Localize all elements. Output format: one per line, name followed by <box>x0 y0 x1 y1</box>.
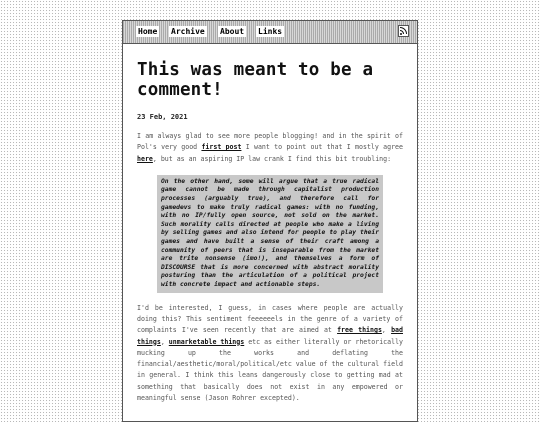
nav-archive-link[interactable]: Archive <box>171 27 205 36</box>
top-nav <box>123 21 417 44</box>
nav-about-link[interactable]: About <box>220 27 245 36</box>
here-link[interactable]: here <box>137 154 153 163</box>
paragraph-intro <box>137 131 403 165</box>
separator: , <box>160 337 169 346</box>
paragraph-text: I want to point out that I mostly agree <box>241 143 403 152</box>
paragraph-text: , but as an aspiring IP law crank I find this bit troubling: <box>152 154 392 163</box>
paragraph-text: I'd be interested, I guess, in cases where people are actually doing this? This sentiment feeeeeels in the genre of a variety of complaints I've seen recently that are aimed at <box>137 303 403 335</box>
paragraph-response <box>137 303 403 405</box>
nav-links-link[interactable]: Links <box>258 27 283 36</box>
rss-icon[interactable] <box>398 25 409 37</box>
free-things-link[interactable]: free things <box>337 326 382 335</box>
nav-home-link[interactable]: Home <box>138 27 158 36</box>
paragraph-text: etc as either literally or rhetorically mucking up the works and deflating the financial/aesthetic/moral/political/etc value of the cultural field in general. I think this leans dangerously close to getting mad at something that basically does not exist in any empowered or meaningful sense (Jason Rohrer excepted). <box>137 337 404 402</box>
quoted-passage: On the other hand, some will argue that a true radical game cannot be made through capitalist production processes (arguably true), and therefore call for gamedevs to make truly radical games: with no funding, with no IP/fully open source, not sold on the market. Such morality calls directed at people who make a living by selling games and also intend for people to play their games and have built a sense of their craft among a community of peers that is inseparable from the market are trite nonsense (imo!), and themselves a form of DISCOURSE that is more concerned with abstract morality posturing than the articulation of a political project with concrete impact and actionable steps. <box>157 175 383 293</box>
paragraph-text: I am always glad to see more people blogging! and in the spirit of Pol's very good <box>137 132 403 152</box>
first-post-link[interactable]: first post <box>201 143 242 152</box>
separator: , <box>381 326 392 335</box>
post-content <box>123 60 417 404</box>
post-date: 23 Feb, 2021 <box>137 113 188 121</box>
blog-page <box>122 20 418 422</box>
bad-things-link[interactable]: bad things <box>137 326 403 346</box>
post-title: This was meant to be a comment! <box>137 60 374 100</box>
unmarketable-things-link[interactable]: unmarketable things <box>168 337 245 346</box>
